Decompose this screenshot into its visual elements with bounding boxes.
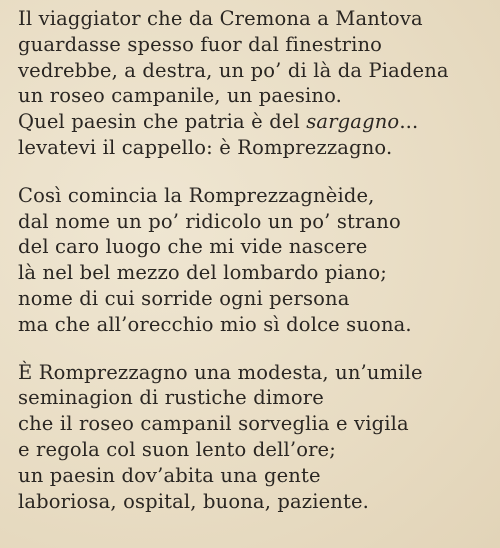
verse-line: levatevi il cappello: è Romprezzagno. [18, 135, 393, 159]
verse-line: là nel bel mezzo del lombardo piano; [18, 261, 387, 285]
verse-line: e regola col suon lento dell’ore; [18, 437, 336, 461]
stanza-3 [18, 360, 500, 515]
verse-text: ... [399, 110, 419, 134]
italic-word: sargagno [306, 110, 400, 134]
verse-line: È Romprezzagno una modesta, un’umile [18, 360, 423, 384]
verse-line: un roseo campanile, un paesino. [18, 84, 342, 108]
verse-line: Il viaggiator che da Cremona a Mantova [18, 7, 423, 30]
stanza-2 [18, 183, 500, 338]
verse-line: laboriosa, ospital, buona, paziente. [18, 489, 370, 513]
verse-line: guardasse spesso fuor dal finestrino [18, 32, 383, 56]
verse-line: Così comincia la Romprezzagnèide, [18, 183, 375, 207]
verse-line: che il roseo campanil sorveglia e vigila [18, 412, 409, 436]
verse-line: ma che all’orecchio mio sì dolce suona. [18, 312, 412, 336]
verse-line: dal nome un po’ ridicolo un po’ strano [18, 209, 401, 233]
verse-line [18, 109, 500, 135]
stanza-1 [18, 6, 500, 161]
verse-line: un paesin dov’abita una gente [18, 463, 321, 487]
verse-line: nome di cui sorride ogni persona [18, 286, 350, 310]
verse-line: vedrebbe, a destra, un po’ di là da Piadena [18, 58, 449, 82]
verse-line: del caro luogo che mi vide nascere [18, 235, 368, 259]
verse-line: seminagion di rustiche dimore [18, 386, 324, 410]
verse-text: Quel paesin che patria è del [18, 110, 307, 134]
